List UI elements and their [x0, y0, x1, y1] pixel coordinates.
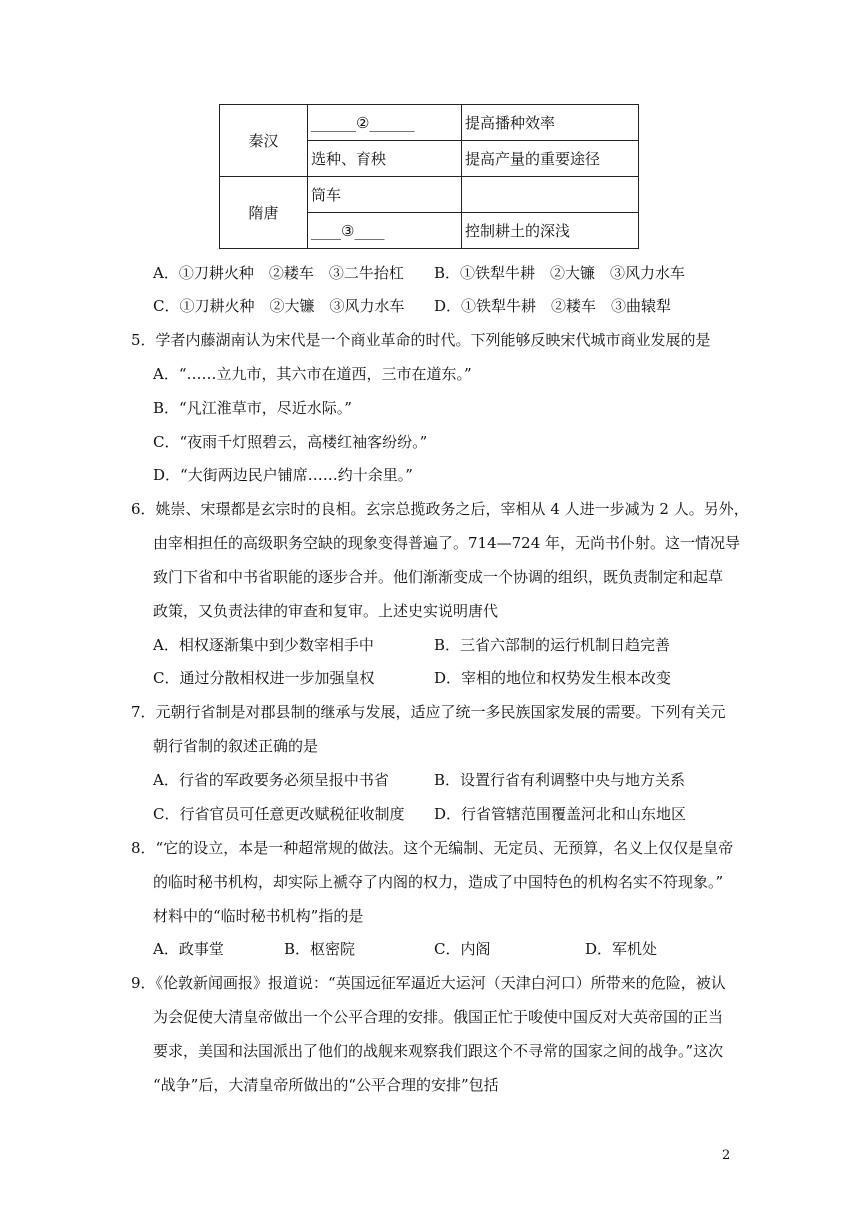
q9-stem-line: 要求，美国和法国派出了他们的战舰来观察我们跟这个不寻常的国家之间的战争。”这次	[153, 1042, 724, 1060]
q7-option-d: D．行省管辖范围覆盖河北和山东地区	[434, 805, 687, 823]
q5-option-b: B．“凡江淮草市，尽近水际。”	[153, 399, 352, 417]
q7-stem-line: 7．元朝行省制是对郡县制的继承与发展，适应了统一多民族国家发展的需要。下列有关元	[131, 703, 726, 721]
q7-option-b: B．设置行省有利调整中央与地方关系	[434, 771, 686, 789]
q5-option-c: C．“夜雨千灯照碧云，高楼红袖客纷纷。”	[153, 433, 428, 451]
table-row	[220, 177, 639, 213]
table-cell-tool: 筒车	[308, 177, 462, 213]
q8-stem-line: 的临时秘书机构，却实际上褫夺了内阁的权力，造成了中国特色的机构名实不符现象。”	[153, 873, 724, 891]
q4-option-a: A．①刀耕火种 ②耧车 ③二牛抬杠	[153, 264, 404, 282]
q6-stem-line: 致门下省和中书省职能的逐步合并。他们渐渐变成一个协调的组织，既负责制定和起草	[153, 568, 724, 586]
q8-option-d: D．军机处	[585, 940, 658, 958]
q8-option-a: A．政事堂	[153, 940, 224, 958]
table-cell-use: 提高产量的重要途径	[462, 141, 639, 177]
q9-stem-line: “战争”后，大清皇帝所做出的“公平合理的安排”包括	[153, 1076, 499, 1094]
table-row	[220, 105, 639, 141]
table-cell-use: 提高播种效率	[462, 105, 639, 141]
q6-option-b: B．三省六部制的运行机制日趋完善	[434, 636, 671, 654]
q7-option-a: A．行省的军政要务必须呈报中书省	[153, 771, 389, 789]
q7-stem-line: 朝行省制的叙述正确的是	[153, 737, 319, 755]
table-cell-tool: ______②______	[308, 105, 462, 141]
q5-option-a: A．“……立九市，其六市在道西，三市在道东。”	[153, 365, 472, 383]
q4-option-b: B．①铁犁牛耕 ②大镰 ③风力水车	[434, 264, 686, 282]
q7-option-c: C．行省官员可任意更改赋税征收制度	[153, 805, 405, 823]
table-cell-era: 隋唐	[220, 177, 308, 249]
table-cell-tool: 选种、育秧	[308, 141, 462, 177]
q8-option-b: B．枢密院	[284, 940, 356, 958]
q6-stem-line: 政策，又负责法律的审查和复审。上述史实说明唐代	[153, 602, 499, 620]
q4-option-d: D．①铁犁牛耕 ②耧车 ③曲辕犁	[434, 297, 672, 315]
q6-stem-line: 6．姚崇、宋璟都是玄宗时的良相。玄宗总揽政务之后，宰相从 4 人进一步减为 2 人。另外，	[131, 500, 749, 518]
q6-option-d: D．宰相的地位和权势发生根本改变	[434, 669, 672, 687]
page-number: 2	[722, 1148, 731, 1163]
q6-option-a: A．相权逐渐集中到少数宰相手中	[153, 636, 374, 654]
q8-stem-line: 8．“它的设立，本是一种超常规的做法。这个无编制、无定员、无预算，名义上仅仅是皇帝	[131, 839, 734, 857]
q6-stem-line: 由宰相担任的高级职务空缺的现象变得普遍了。714—724 年，无尚书仆射。这一情况导	[153, 534, 741, 552]
table-cell-use: 控制耕土的深浅	[462, 213, 639, 249]
q4-option-c: C．①刀耕火种 ②大镰 ③风力水车	[153, 297, 405, 315]
q8-stem-line: 材料中的“临时秘书机构”指的是	[153, 907, 364, 925]
agriculture-table	[219, 104, 639, 249]
table-cell-era: 秦汉	[220, 105, 308, 177]
table-cell-use	[462, 177, 639, 213]
q5-option-d: D．“大街两边民户铺席……约十余里。”	[153, 466, 413, 484]
table-cell-tool: ____③____	[308, 213, 462, 249]
q6-option-c: C．通过分散相权进一步加强皇权	[153, 669, 375, 687]
q9-stem-line: 为会促使大清皇帝做出一个公平合理的安排。俄国正忙于唆使中国反对大英帝国的正当	[153, 1008, 724, 1026]
q9-stem-line: 9．《伦敦新闻画报》报道说：“英国远征军逼近大运河（天津白河口）所带来的危险，被认	[131, 974, 726, 992]
q5-stem: 5．学者内藤湖南认为宋代是一个商业革命的时代。下列能够反映宋代城市商业发展的是	[131, 331, 711, 349]
q8-option-c: C．内阁	[434, 940, 491, 958]
